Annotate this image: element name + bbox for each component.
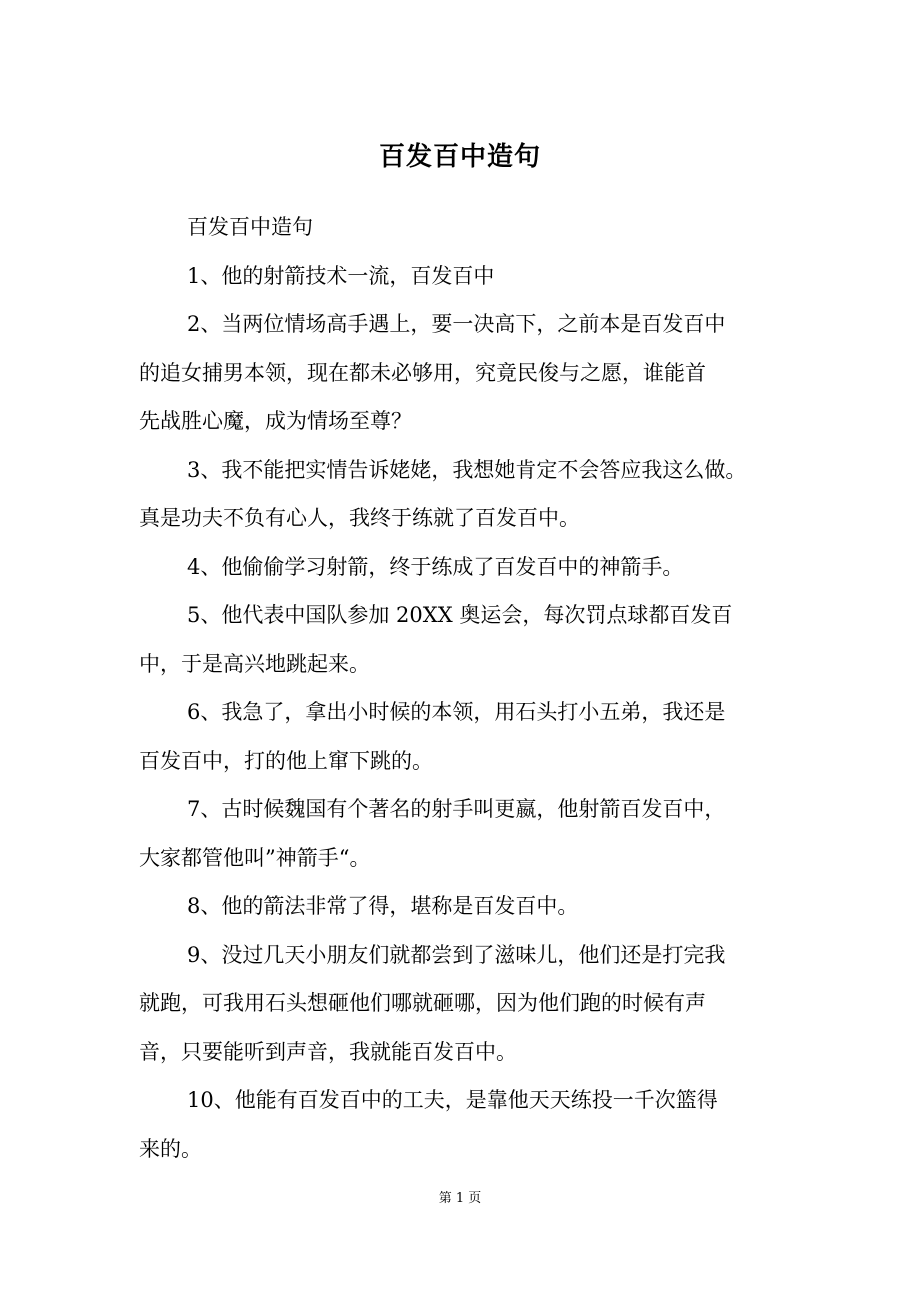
paragraph (139, 543, 799, 592)
document-body (139, 203, 799, 1173)
paragraph-line: 7、古时候魏国有个著名的射手叫更嬴，他射箭百发百中， (187, 797, 726, 821)
paragraph-line: 8、他的箭法非常了得，堪称是百发百中。 (187, 894, 579, 918)
paragraph-line: 音，只要能听到声音，我就能百发百中。 (139, 1039, 517, 1064)
paragraph (139, 591, 799, 688)
paragraph-line: 来的。 (139, 1136, 202, 1161)
paragraph-line: 5、他代表中国队参加 20XX 奥运会，每次罚点球都百发百 (187, 603, 733, 627)
paragraph-line: 大家都管他叫”神箭手“。 (139, 845, 371, 870)
page-number: 第 1 页 (438, 1191, 482, 1206)
paragraph (139, 203, 799, 252)
paragraph (139, 300, 799, 446)
document-title: 百发百中造句 (378, 142, 541, 172)
paragraph-line: 就跑，可我用石头想砸他们哪就砸哪，因为他们跑的时候有声 (139, 991, 706, 1015)
paragraph-line: 百发百中造句 (187, 215, 313, 239)
paragraph (139, 688, 799, 785)
paragraph (139, 446, 799, 543)
paragraph-line: 6、我急了，拿出小时候的本领，用石头打小五弟，我还是 (187, 700, 726, 724)
paragraph-line: 2、当两位情场高手遇上，要一决高下，之前本是百发百中 (187, 312, 726, 336)
paragraph (139, 931, 799, 1077)
paragraph-line: 中，于是高兴地跳起来。 (139, 651, 370, 676)
paragraph-line: 百发百中，打的他上窜下跳的。 (139, 748, 433, 773)
paragraph-line: 先战胜心魔，成为情场至尊？ (139, 409, 412, 433)
paragraph (139, 882, 799, 931)
paragraph-line: 3、我不能把实情告诉姥姥，我想她肯定不会答应我这么做。 (187, 457, 747, 482)
paragraph-line: 10、他能有百发百中的工夫，是靠他天天练投一千次篮得 (187, 1088, 718, 1112)
paragraph-line: 1、他的射箭技术一流，百发百中 (187, 263, 495, 288)
paragraph-line: 真是功夫不负有心人，我终于练就了百发百中。 (139, 506, 580, 530)
paragraph-line: 4、他偷偷学习射箭，终于练成了百发百中的神箭手。 (187, 554, 684, 579)
paragraph (139, 1076, 799, 1173)
paragraph (139, 785, 799, 882)
paragraph-line: 9、没过几天小朋友们就都尝到了滋味儿，他们还是打完我 (187, 942, 726, 967)
paragraph (139, 252, 799, 301)
paragraph-line: 的追女捕男本领，现在都未必够用，究竟民俊与之愿，谁能首 (139, 360, 706, 385)
